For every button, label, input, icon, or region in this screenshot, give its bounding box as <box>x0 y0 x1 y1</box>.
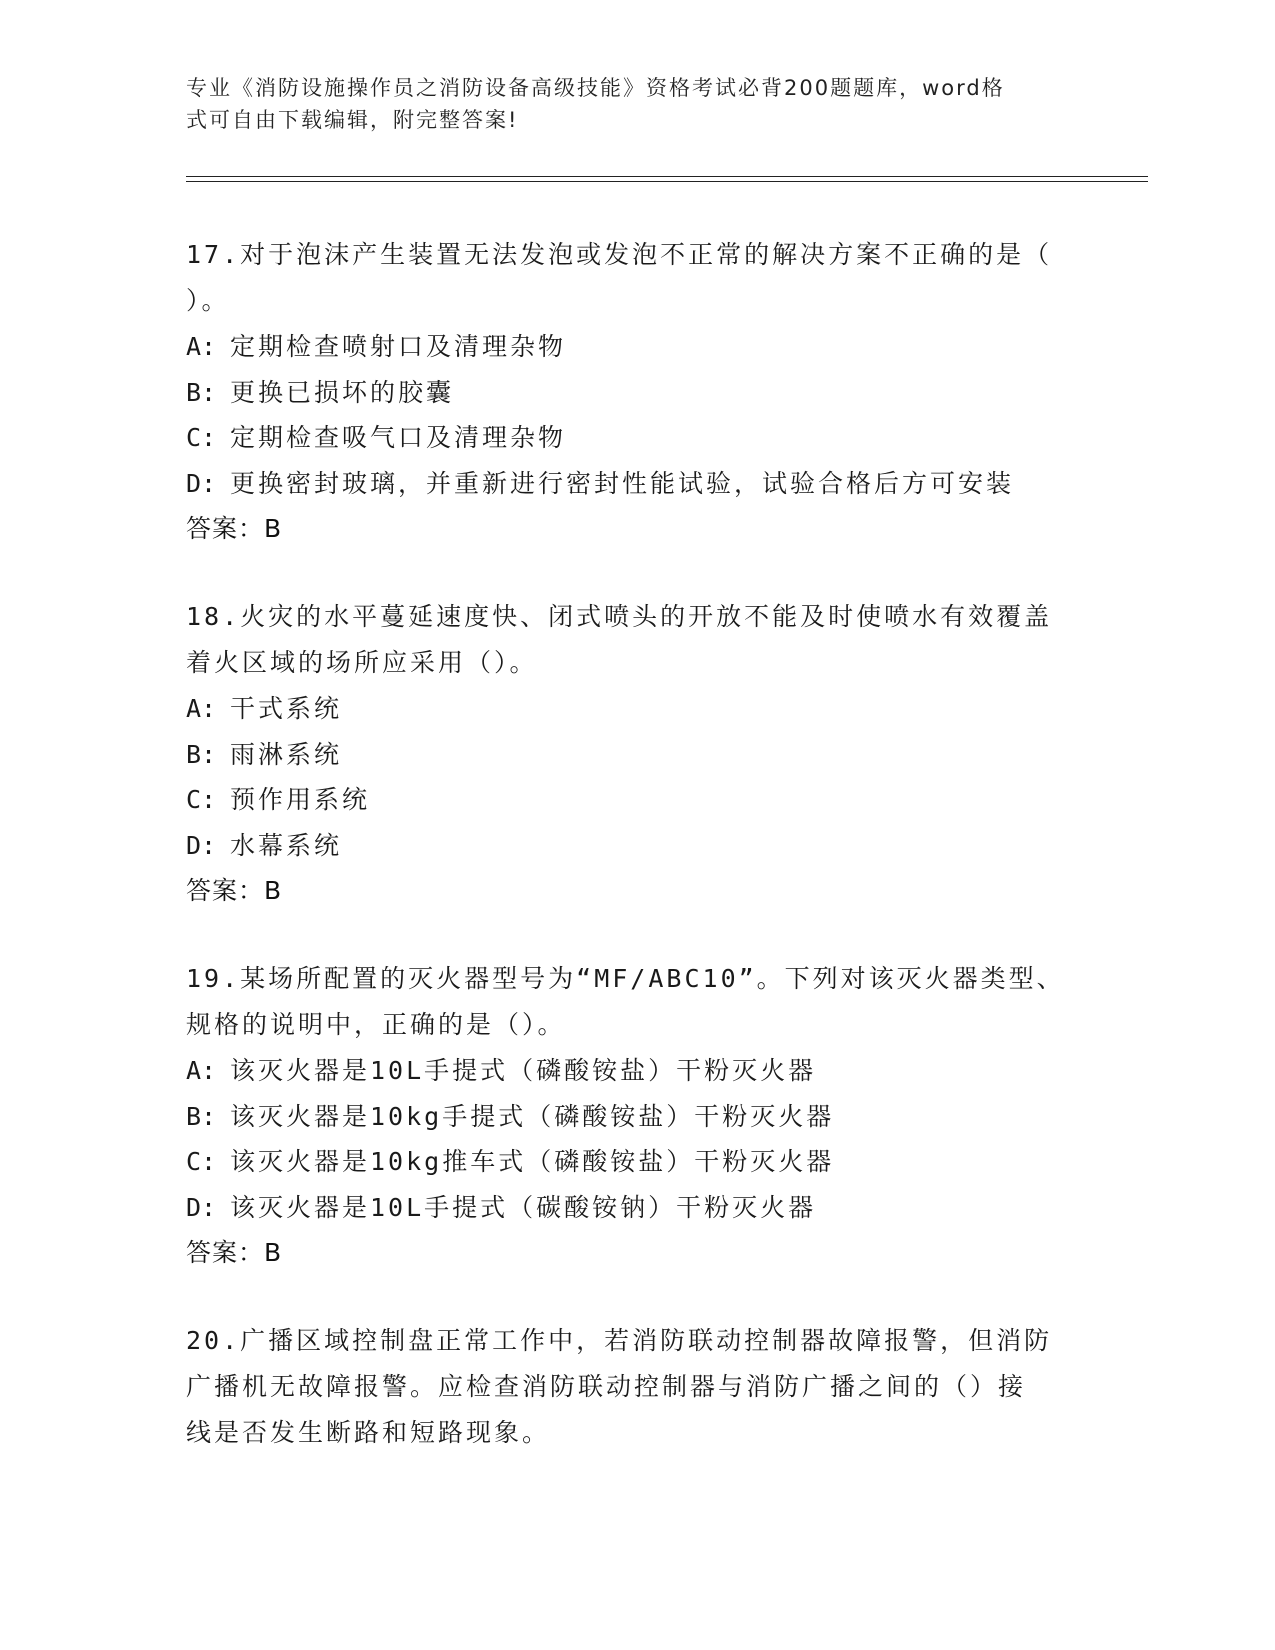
question-stem-line: 20.广播区域控制盘正常工作中，若消防联动控制器故障报警，但消防 <box>186 1326 1053 1355</box>
option-text: 更换密封玻璃，并重新进行密封性能试验，试验合格后方可安装 <box>230 468 1015 498</box>
option-letter: D: <box>186 830 217 860</box>
header-divider-bottom <box>186 181 1148 182</box>
question-stem-line: 18.火灾的水平蔓延速度快、闭式喷头的开放不能及时使喷水有效覆盖 <box>186 602 1053 631</box>
option-text: 该灭火器是10L手提式（碳酸铵钠）干粉灭火器 <box>230 1192 817 1222</box>
option-text: 更换已损坏的胶囊 <box>230 377 455 407</box>
header-line-1: 专业《消防设施操作员之消防设备高级技能》资格考试必背200题题库，word格 <box>186 76 1005 100</box>
option-a <box>186 1048 1086 1094</box>
question-stem-line: ）。 <box>186 286 230 315</box>
option-letter: B: <box>186 739 217 769</box>
option-text: 干式系统 <box>230 694 343 723</box>
option-a <box>186 324 1086 370</box>
option-c <box>186 777 1086 823</box>
question-stem-line: 着火区域的场所应采用（）。 <box>186 648 538 677</box>
option-letter: D: <box>186 1192 217 1222</box>
question-19 <box>186 956 1086 1276</box>
question-18 <box>186 594 1086 914</box>
option-letter: C: <box>186 785 217 814</box>
option-letter: A: <box>186 694 217 723</box>
option-c <box>186 415 1086 461</box>
header-divider-top <box>186 176 1148 177</box>
question-stem-line: 17.对于泡沫产生装置无法发泡或发泡不正常的解决方案不正确的是（ <box>186 240 1053 269</box>
option-letter: B: <box>186 1101 217 1131</box>
question-17 <box>186 232 1086 552</box>
option-d <box>186 1185 1086 1231</box>
question-stem-line: 线是否发生断路和短路现象。 <box>186 1418 551 1447</box>
answer-label: 答案：B <box>186 876 283 905</box>
option-letter: C: <box>186 1147 217 1176</box>
option-text: 水幕系统 <box>230 830 343 860</box>
option-a <box>186 686 1086 732</box>
option-text: 该灭火器是10kg推车式（磷酸铵盐）干粉灭火器 <box>230 1147 835 1176</box>
option-text: 雨淋系统 <box>230 739 343 769</box>
question-stem-line: 19.某场所配置的灭火器型号为“MF/ABC10”。下列对该灭火器类型、 <box>186 964 1065 993</box>
header-line-2: 式可自由下载编辑，附完整答案! <box>186 108 519 132</box>
option-b <box>186 732 1086 778</box>
question-stem-line: 广播机无故障报警。应检查消防联动控制器与消防广播之间的（）接 <box>186 1372 1027 1401</box>
question-20 <box>186 1318 1086 1456</box>
option-letter: A: <box>186 332 217 361</box>
option-text: 定期检查喷射口及清理杂物 <box>230 332 567 361</box>
answer-label: 答案：B <box>186 514 283 543</box>
option-text: 该灭火器是10L手提式（磷酸铵盐）干粉灭火器 <box>230 1056 817 1085</box>
option-text: 定期检查吸气口及清理杂物 <box>230 423 567 452</box>
option-text: 该灭火器是10kg手提式（磷酸铵盐）干粉灭火器 <box>230 1101 835 1131</box>
document-header <box>186 72 1066 136</box>
option-d <box>186 823 1086 869</box>
option-letter: A: <box>186 1056 217 1085</box>
option-text: 预作用系统 <box>230 785 371 814</box>
option-letter: B: <box>186 377 217 407</box>
option-b <box>186 370 1086 416</box>
answer-label: 答案：B <box>186 1238 283 1267</box>
option-d <box>186 461 1086 507</box>
question-stem-line: 规格的说明中，正确的是（）。 <box>186 1010 566 1039</box>
option-b <box>186 1094 1086 1140</box>
option-letter: D: <box>186 468 217 498</box>
option-letter: C: <box>186 423 217 452</box>
option-c <box>186 1139 1086 1185</box>
